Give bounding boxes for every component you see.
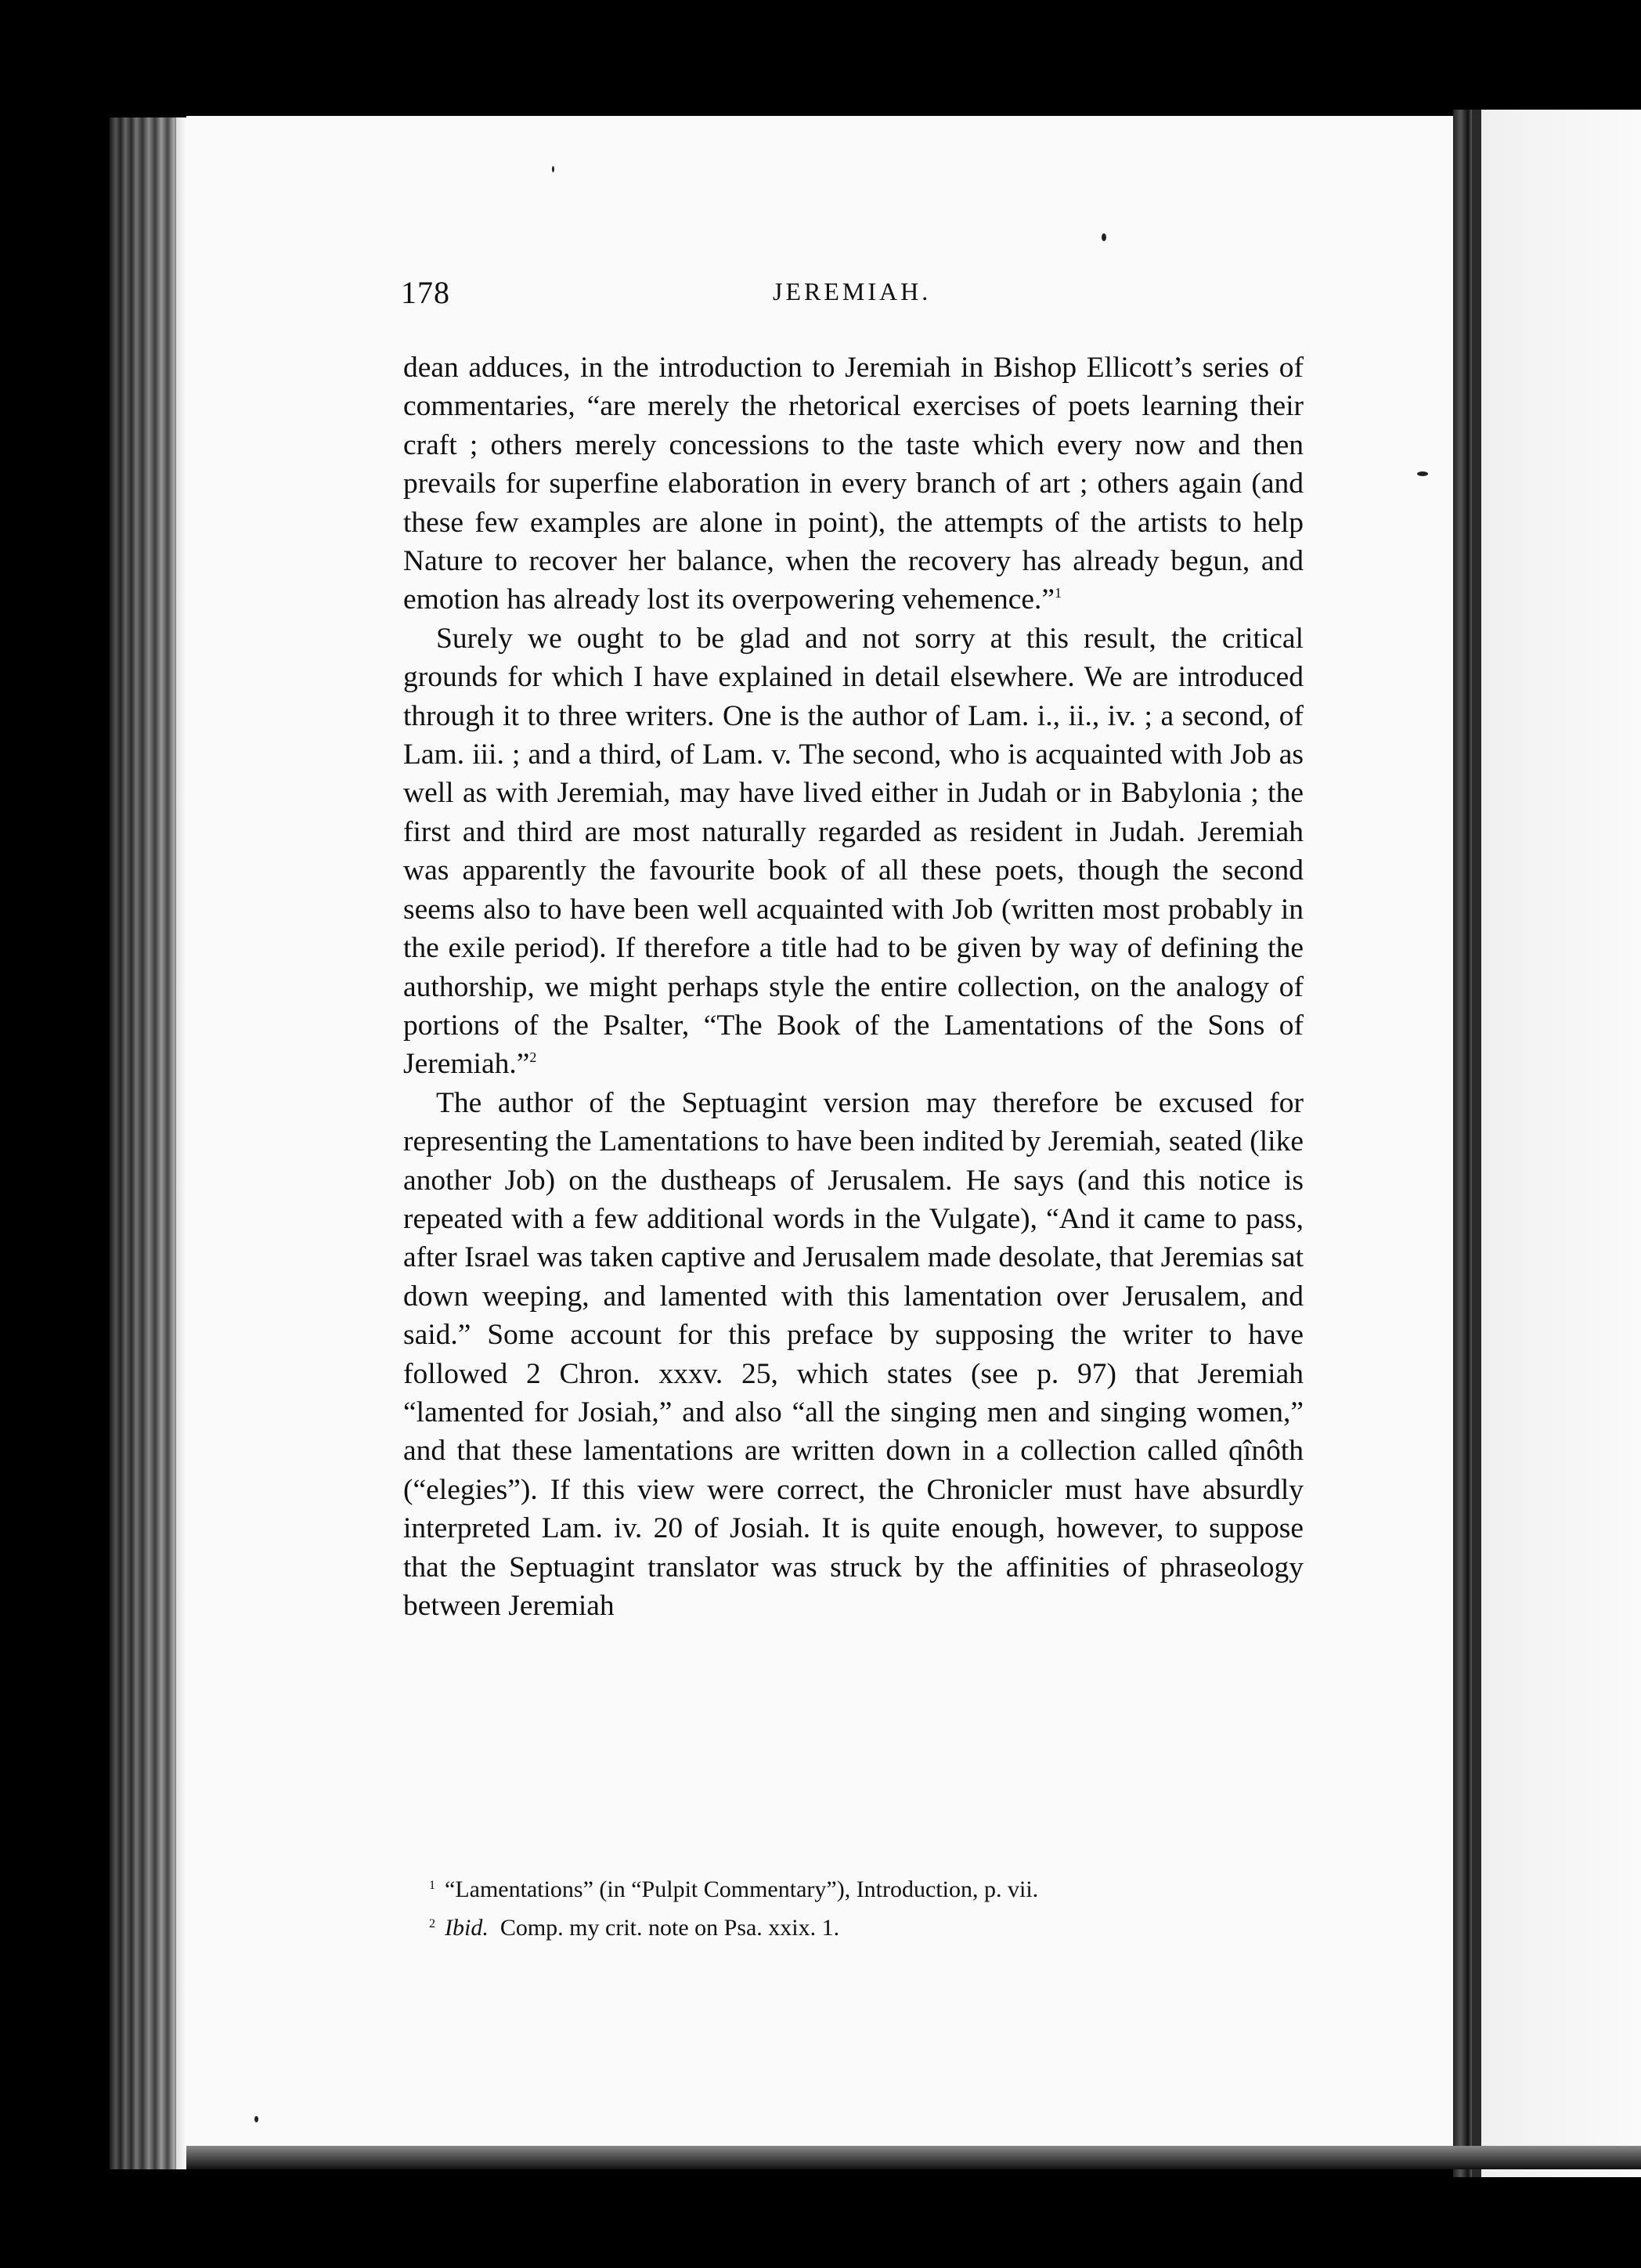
scan-speck: [1102, 233, 1106, 241]
footnote-ref: 1: [1055, 585, 1062, 601]
footnote: [429, 1873, 1306, 1911]
footnote: [429, 1911, 1306, 1949]
footnote-text: Comp. my crit. note on Psa. xxix. 1.: [500, 1915, 840, 1941]
footnote-text: “Lamentations” (in “Pulpit Commentary”), Introduction, p. vii.: [445, 1876, 1039, 1902]
paragraph: The author of the Septuagint version may therefore be excused for representing the Lamentations to have been indited by Jeremiah, seated (like another Job) on the dustheaps of Jerusalem. He says (and this notice is repeated with a few additional words in the Vulgate), “And it came to pass, after Israel was taken captive and Jerusalem made desolate, that Jeremias sat down weeping, and lamented with this lamentation over Jerusalem, and said.” Some account for this preface by supposing the writer to have followed 2 Chron. xxxv. 25, which states (see p. 97) that Jeremiah “lamented for Josiah,” and also “all the singing men and singing women,” and that these lamentations are written down in a collection called qînôth (“elegies”). If this view were correct, the Chronicler must have absurdly interpreted Lam. iv. 20 of Josiah. It is quite enough, however, to suppose that the Septuagint translator was struck by the affinities of phraseology between Jeremiah: [403, 1086, 1304, 1622]
scan-speck: [254, 2116, 258, 2122]
paragraph: dean adduces, in the introduction to Jeremiah in Bishop Ellicott’s series of commentaries, “are merely the rhetorical exercises of poets learning their craft ; others merely concessions to the taste which every now and then prevails for superfine elaboration in every branch of art ; others again (and these few examples are alone in point), the attempts of the artists to help Nature to recover her balance, when the recovery has already begun, and emotion has already lost its overpowering vehemence.”$^1$: [403, 352, 1304, 616]
page-bottom-shadow: [186, 2146, 1641, 2169]
footnote-mark: 1: [429, 1879, 435, 1892]
page-number: 178: [401, 275, 450, 310]
gutter-shadow: [1472, 110, 1481, 2177]
paragraph: Surely we ought to be glad and not sorry at this result, the critical grounds for which I have explained in detail elsewhere. We are introduced through it to three writers. One is the author of Lam. i., ii., iv. ; a second, of Lam. iii. ; and a third, of Lam. v. The second, who is acquainted with Job as well as with Jeremiah, may have lived either in Judah or in Babylonia ; the first and third are most naturally regarded as resident in Judah. Jeremiah was apparently the favourite book of all these poets, though the second seems also to have been well acquainted with Job (written most probably in the exile period). If therefore a title had to be given by way of defining the authorship, we might perhaps style the entire collection, on the analogy of portions of the Psalter, “The Book of the Lamentations of the Sons of Jeremiah.”$^2$: [403, 622, 1304, 1081]
running-head: [401, 274, 1301, 321]
facing-page-edge: [1453, 110, 1641, 2177]
scan-speck: [1417, 471, 1428, 476]
footnotes: [429, 1873, 1306, 1949]
page-edge: [176, 117, 187, 2169]
footnote-ref: 2: [529, 1049, 537, 1066]
body-text: [403, 349, 1304, 1625]
running-title: JEREMIAH.: [773, 277, 932, 305]
footnote-lead: Ibid.: [445, 1915, 489, 1941]
scan-speck: [552, 166, 554, 172]
footnote-mark: 2: [429, 1917, 435, 1930]
